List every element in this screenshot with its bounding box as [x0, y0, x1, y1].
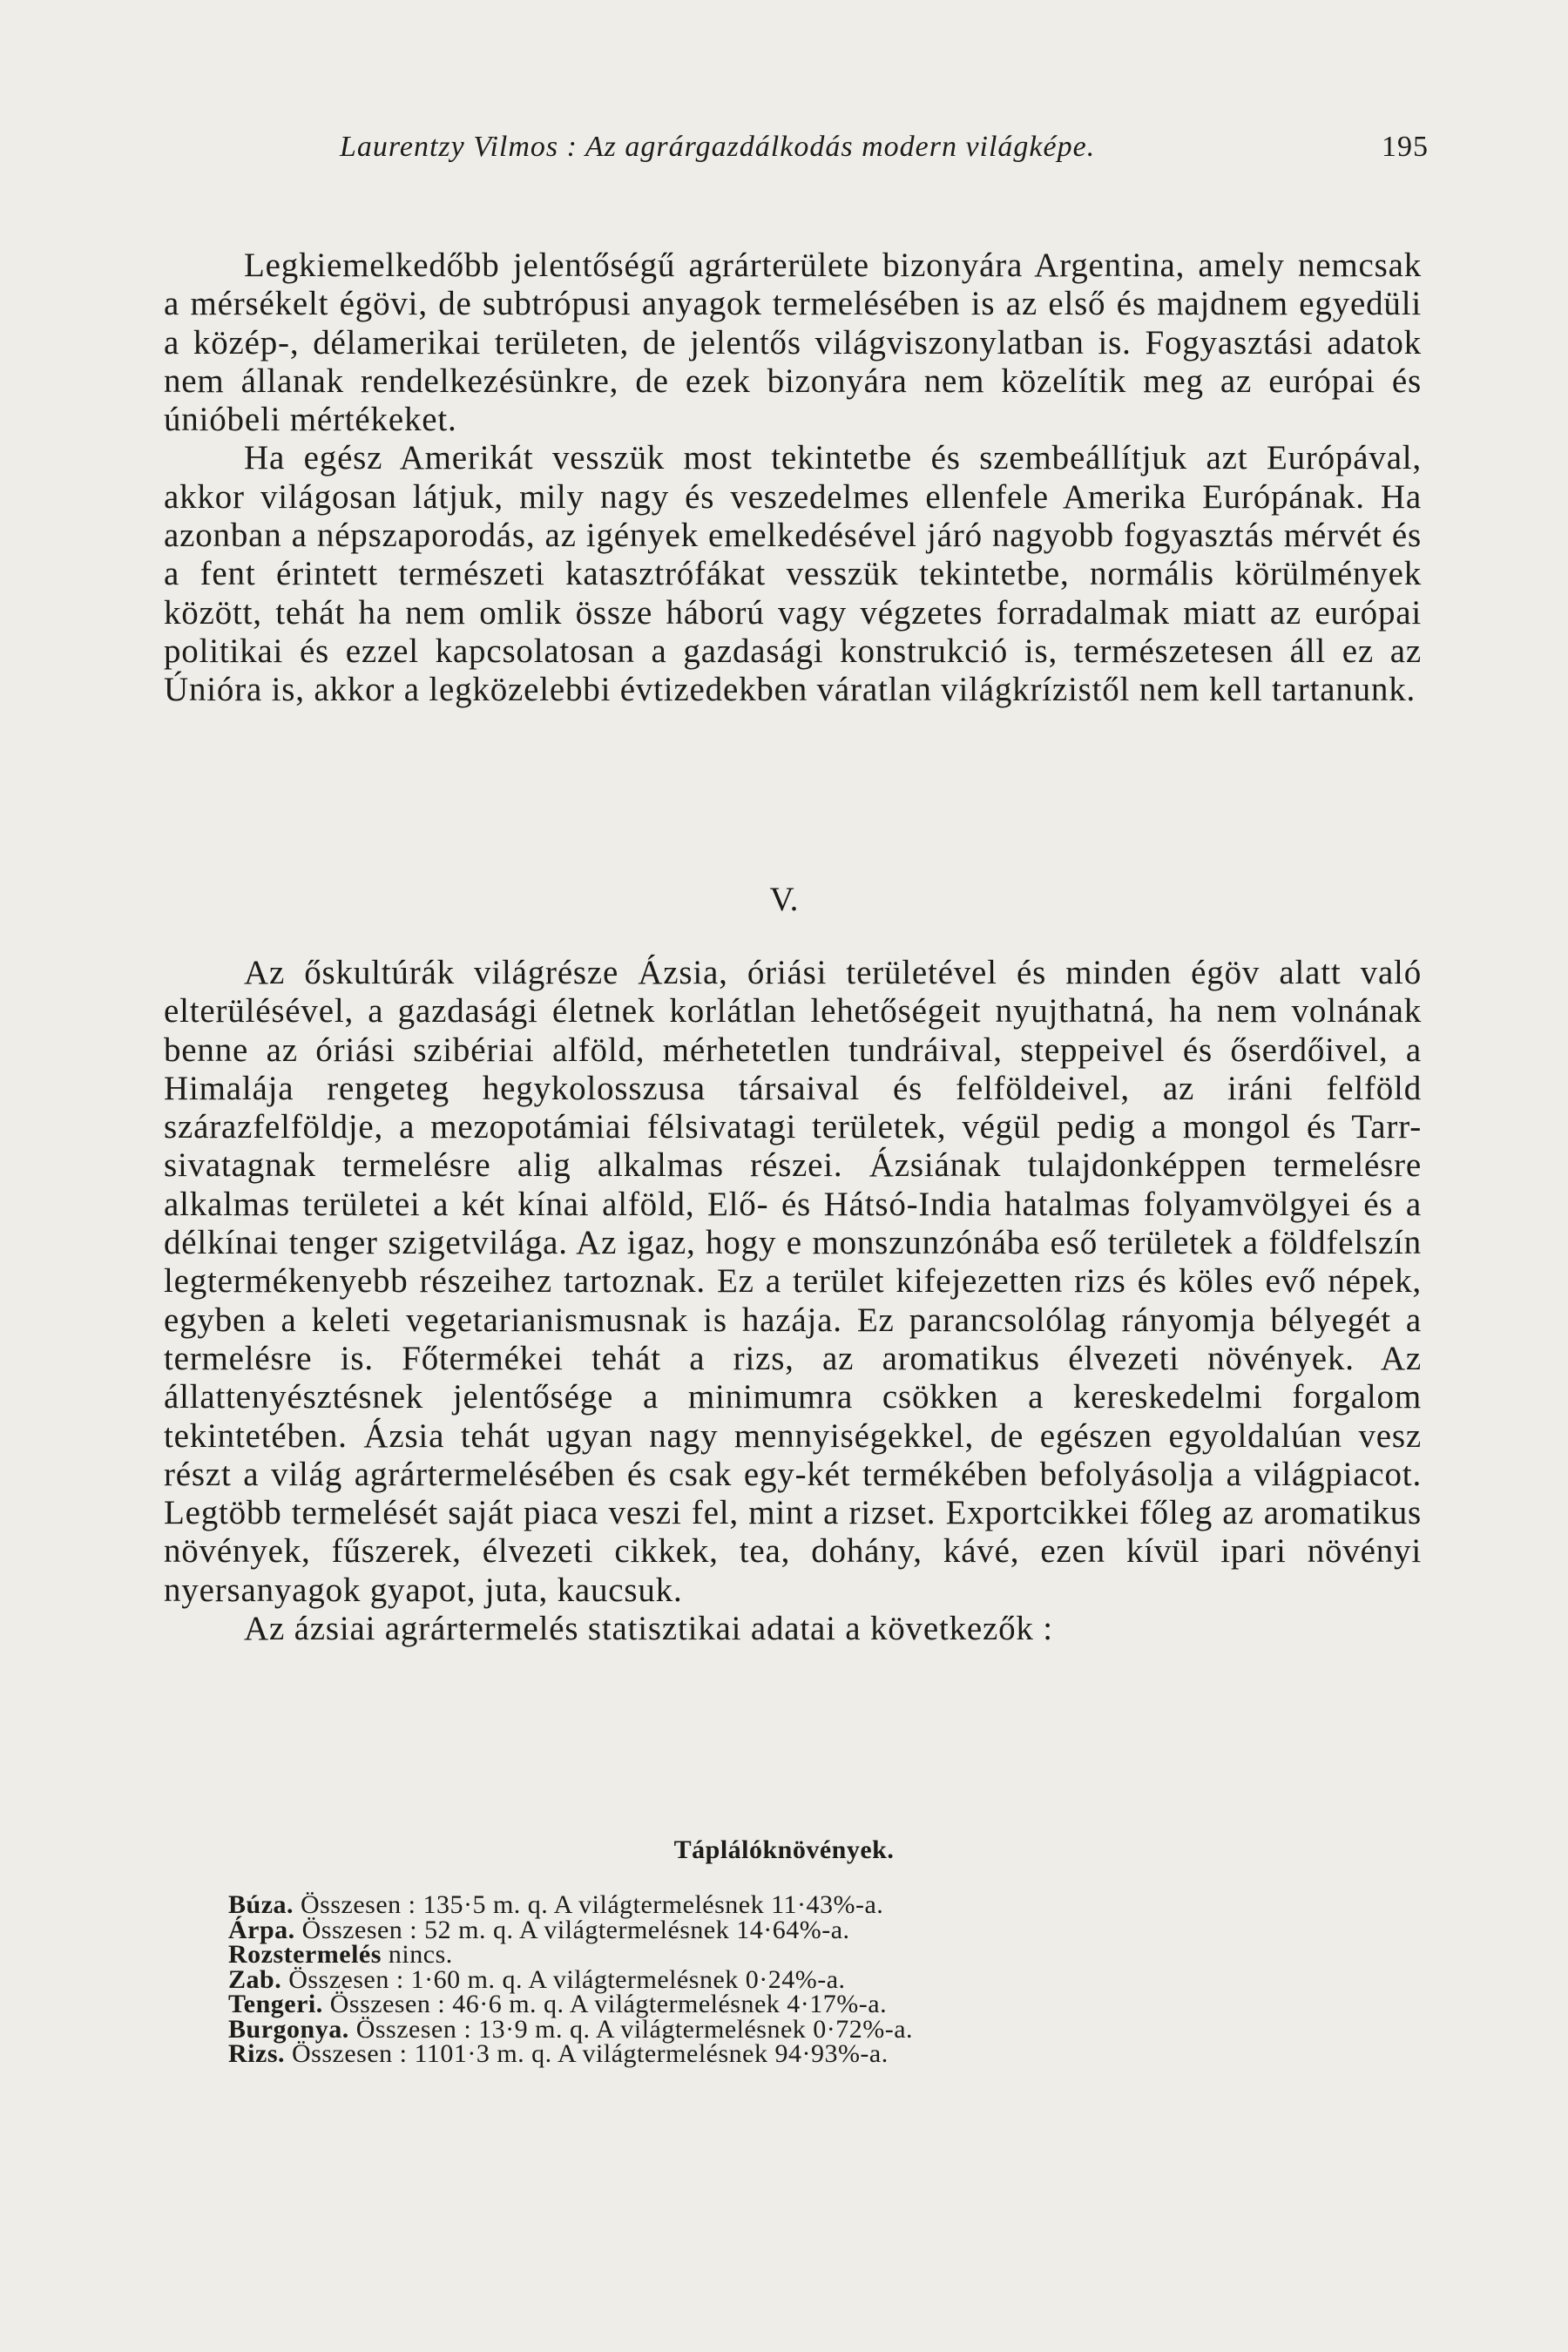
stat-row-burgonya [228, 2014, 1274, 2044]
crop-stat: Összesen : 1101·3 m. q. A világtermelésnek 94·93%-a. [292, 2039, 889, 2068]
crop-stat: Összesen : 1·60 m. q. A világtermelésnek 0·24%-a. [288, 1964, 846, 1994]
stats-table-title: Táplálóknövények. [673, 1835, 895, 1864]
paragraph-argentina: Legkiemelkedőbb jelentőségű agrárterülete bizonyára Argentina, amely nemcsak a mérsékelt égövi, de subtrópusi anyagok termelésében is az első és majdnem egyedüli a közép-, délamerikai területen, de jelentős világviszonylatban is. Fogyasztási adatok nem állanak rendelkezésünkre, de ezek bizonyára nem közelítik meg az európai és únióbeli mértékeket. [164, 247, 1422, 439]
crop-name: Tengeri. [228, 1990, 323, 2018]
running-head-title: Laurentzy Vilmos : Az agrárgazdálkodás modern világképe. [340, 131, 1096, 163]
crop-stat: nincs. [388, 1940, 453, 1969]
stat-row-arpa [228, 1915, 1274, 1944]
text-block-asia [164, 954, 1422, 1648]
stat-row-rizs [228, 2039, 1274, 2068]
page-number: 195 [1382, 131, 1429, 163]
stat-row-rozs [228, 1940, 1274, 1969]
crop-stat: Összesen : 13·9 m. q. A világtermelésnek 0·72%-a. [355, 2014, 914, 2044]
stat-row-zab [228, 1964, 1274, 1994]
section-heading: V. [769, 881, 799, 918]
crop-name: Búza. [228, 1890, 294, 1919]
paragraph-asia: Az őskultúrák világrésze Ázsia, óriási területével és minden égöv alatt való elterülésével, a gazdasági életnek korlátlan lehetőségeit nyujthatná, ha nem volnának benne az óriási szibériai alföld, mérhetetlen tundráival, steppeivel és őserdőivel, a Himalája rengeteg hegykolosszusa társaival és felföldeivel, az iráni felföld szárazfelföldje, a mezopotámiai félsivatagi területek, végül pedig a mongol és Tarr-sivatagnak termelésre alig alkalmas részei. Ázsiának tulajdonképpen termelésre alkalmas területei a két kínai alföld, Elő- és Hátsó-India hatalmas folyamvölgyei és a délkínai tenger szigetvilága. Az igaz, hogy e monszunzónába eső területek a földfelszín legtermékenyebb részeihez tartoznak. Ez a terület kifejezetten rizs és köles evő népek, egyben a keleti vegetarianismusnak is hazája. Ez parancsolólag rányomja bélyegét a termelésre is. Főtermékei tehát a rizs, az aromatikus élvezeti növények. Az állattenyésztésnek jelentősége a minimumra csökken a kereskedelmi forgalom tekintetében. Ázsia tehát ugyan nagy mennyiségekkel, de egészen egyoldalúan vesz részt a világ agrártermelésében és csak egy-két termékében befolyásolja a világpiacot. Legtöbb termelését saját piaca veszi fel, mint a rizset. Exportcikkei főleg az aromatikus növények, fűszerek, élvezeti cikkek, tea, dohány, kávé, ezen kívül ipari növényi nyersanyagok gyapot, juta, kaucsuk. [164, 954, 1422, 1609]
paragraph-stats-intro: Az ázsiai agrártermelés statisztikai adatai a következők : [244, 1610, 1053, 1648]
stat-row-buza [228, 1890, 1274, 1919]
crop-name: Árpa. [228, 1915, 295, 1944]
crop-stat: Összesen : 135·5 m. q. A világtermelésnek 11·43%-a. [301, 1890, 884, 1919]
crop-name: Burgonya. [228, 2014, 349, 2044]
text-block-argentina-america [164, 247, 1422, 710]
crop-stat: Összesen : 52 m. q. A világtermelésnek 14·64%-a. [301, 1915, 850, 1944]
stat-row-tengeri [228, 1992, 1274, 2017]
crop-stat: Összesen : 46·6 m. q. A világtermelésnek 4·17%-a. [329, 1990, 888, 2018]
paragraph-america-europe: Ha egész Amerikát vesszük most tekintetbe és szembeállítjuk azt Európával, akkor világosan látjuk, mily nagy és veszedelmes ellenfele Amerika Európának. Ha azonban a népszaporodás, az igények emelkedésével járó nagyobb fogyasztás mérvét és a fent érintett természeti katasztrófákat vesszük tekintetbe, normális körülmények között, tehát ha nem omlik össze háború vagy végzetes forradalmak miatt az európai politikai és ezzel kapcsolatosan a gazdasági konstrukció is, természetesen áll ez az Únióra is, akkor a legközelebbi évtizedekben váratlan világkrízistől nem kell tartanunk. [164, 439, 1422, 709]
crop-name: Rizs. [228, 2039, 285, 2068]
running-head [340, 131, 1429, 174]
crop-name: Zab. [228, 1964, 282, 1994]
crop-name: Rozstermelés [228, 1940, 382, 1969]
stats-list [228, 1890, 1274, 2068]
